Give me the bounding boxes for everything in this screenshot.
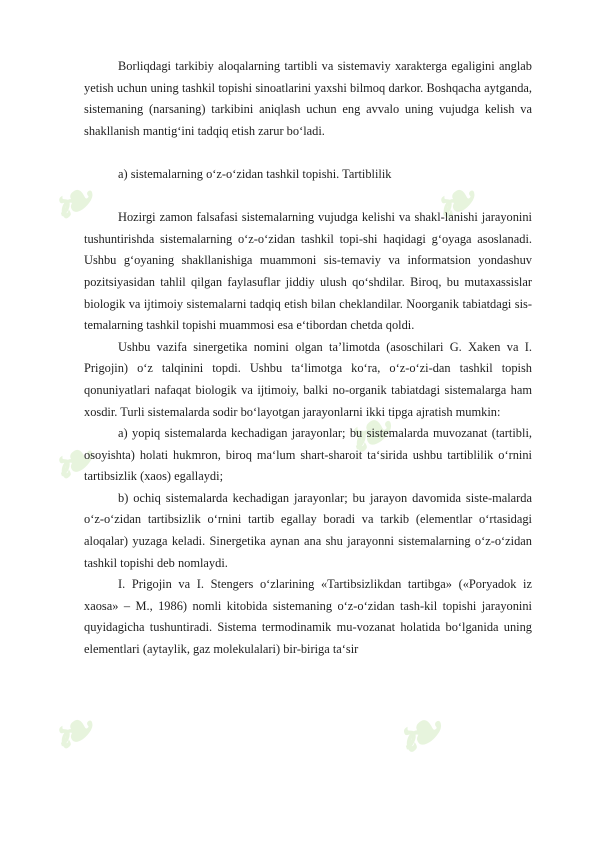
watermark-shape: ❧ (420, 166, 490, 242)
paragraph: Hozirgi zamon falsafasi sistemalarning vujudga kelishi va shakl-lanishi jarayonini tushuntirishda sistemalarning o‘z-o‘zidan tashkil topi-shi haqidagi g‘oyaga asoslanadi. Ushbu g‘oyaning shakllanishiga muammoni sis-temaviy va informatsion yondashuv pozitsiyasidan tahlil qilgan faylasuflar jiddiy ulush qo‘shdilar. Biroq, bu mutaxassislar biologik va ijtimoiy sistemalarni tadqiq etish bilan cheklandilar. Noorganik tabiatdagi sis-temalarning tashkil topishi muammosi esa e‘tibordan chetda qoldi. (84, 210, 532, 333)
document-body (84, 56, 532, 661)
watermark-shape: ❧ (330, 394, 408, 478)
paragraph-list-item-b: b) ochiq sistemalarda kechadigan jarayonlar; bu jarayon davomida siste-malarda o‘z-o‘zidan tartibsizlik o‘rnini tartib egallay boradi va tarkib (elementlar o‘rtasidagi aloqalar) yuzaga keladi. Sinergetika aynan ana shu jarayonni sistemalarning o‘z-o‘zidan tashkil topishi deb nomlaydi. (84, 490, 532, 570)
paragraph: Ushbu vazifa sinergetika nomini olgan ta’limotda (asoschilari G. Xaken va I. Prigojin) o‘z talqinini topdi. Ushbu ta‘limotga ko‘ra, o‘z-o‘zi-dan tashkil topish qonuniyatlari nafaqat biologik va ijtimoiy, balki no-organik tabiatdagi sistemalarga ham xosdir. Turli sistemalarda sodir bo‘layotgan jarayonlarni ikki tipga ajratish mumkin: (84, 339, 532, 419)
paragraph-intro: Borliqdagi tarkibiy aloqalarning tartibli va sistemaviy xarakterga egaligini anglab yetish uchun uning tashkil topishi sinoatlarini yaxshi bilmoq darkor. Boshqacha aytganda, sistemaning (narsaning) tarkibini aniqlash uchun eng avvalo uning vujudga kelish va shakllanish mantig‘ini tadqiq etish zarur bo‘ladi. (84, 59, 532, 138)
watermark-shape: ❧ (38, 426, 108, 502)
paragraph: I. Prigojin va I. Stengers o‘zlarining «Tartibsizlikdan tartibga» («Poryadok iz xaosa» – M., 1986) nomli kitobida sistemaning o‘z-o‘zidan tash-kil topishi jarayonini quyidagicha tushuntiradi. Sistema termodinamik mu-vozanat holatida bo‘lganida uning elementlari (aytaylik, gaz molekulalari) bir-biriga ta‘sir (84, 577, 532, 657)
paragraph-list-item-a: a) yopiq sistemalarda kechadigan jarayonlar; bu sistemalarda muvozanat (tartibli, osoyishta) holati hukmron, biroq ma‘lum shart-sharoit ta‘sirida ushbu tartiblilik o‘rnini tartibsizlik (xaos) egallaydi; (84, 426, 532, 484)
watermark-shape: ❧ (380, 694, 458, 778)
watermark-shape: ❧ (38, 166, 108, 242)
watermark-shape: ❧ (38, 696, 108, 772)
section-heading: a) sistemalarning o‘z-o‘zidan tashkil topishi. Tartiblilik (118, 166, 392, 181)
